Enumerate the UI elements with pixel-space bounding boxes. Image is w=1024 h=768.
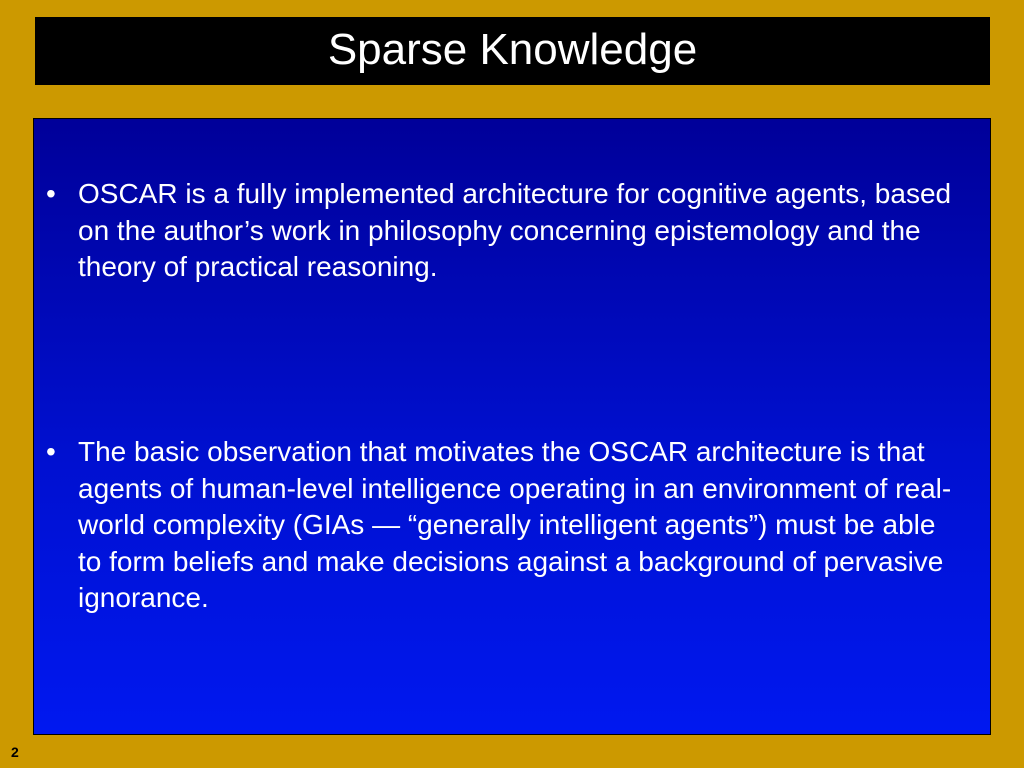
content-box xyxy=(33,118,991,735)
bullet-item xyxy=(46,176,966,286)
bullet-marker: • xyxy=(46,178,56,209)
page-number: 2 xyxy=(11,744,19,760)
bullet-text: The basic observation that motivates the OSCAR architecture is that agents of human-level intelligence operating in an environment of real-world complexity (GIAs — “generally intelligent agents”) must be able to form beliefs and make decisions against a background of pervasive ignorance. xyxy=(78,436,952,613)
title-bar xyxy=(35,17,990,85)
bullet-item xyxy=(46,434,966,617)
bullet-text: OSCAR is a fully implemented architecture for cognitive agents, based on the author’s work in philosophy concerning epistemology and the theory of practical reasoning. xyxy=(78,178,952,282)
bullet-marker: • xyxy=(46,436,56,467)
slide-title: Sparse Knowledge xyxy=(327,25,698,74)
